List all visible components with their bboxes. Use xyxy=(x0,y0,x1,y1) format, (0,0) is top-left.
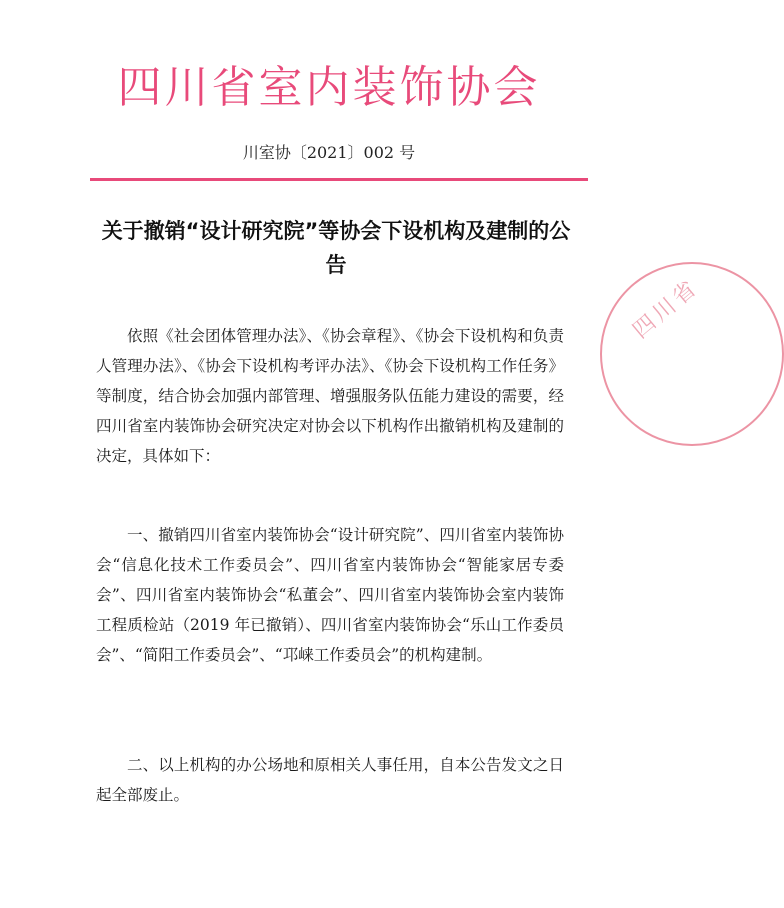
body-paragraph-intro: 依照《社会团体管理办法》、《协会章程》、《协会下设机构和负责人管理办法》、《协会下设机构考评办法》、《协会下设机构工作任务》等制度，结合协会加强内部管理、增强服务队伍能力建设的需要，经四川省室内装饰协会研究决定对协会以下机构作出撤销机构及建制的决定，具体如下： xyxy=(96,326,564,465)
header-divider xyxy=(90,178,588,181)
document-number: 川室协〔2021〕002 号 xyxy=(242,143,416,162)
body-paragraph-item-2: 二、以上机构的办公场地和原相关人事任用，自本公告发文之日起全部废止。 xyxy=(96,755,564,804)
document-title: 关于撤销“设计研究院”等协会下设机构及建制的公告 xyxy=(101,219,571,277)
body-paragraph-item-1: 一、撤销四川省室内装饰协会“设计研究院”、四川省室内装饰协会“信息化技术工作委员会”、四川省室内装饰协会“智能家居专委会”、四川省室内装饰协会“私董会”、四川省室内装饰协会室内装饰工程质检站（2019 年已撤销）、四川省室内装饰协会“乐山工作委员会”、“简阳工作委员会”、“邛崃工作委员会”的机构建制。 xyxy=(96,525,564,664)
official-seal xyxy=(600,262,784,446)
seal-text: 四川省 xyxy=(628,274,705,344)
organization-header: 四川省室内装饰协会 xyxy=(117,62,541,113)
